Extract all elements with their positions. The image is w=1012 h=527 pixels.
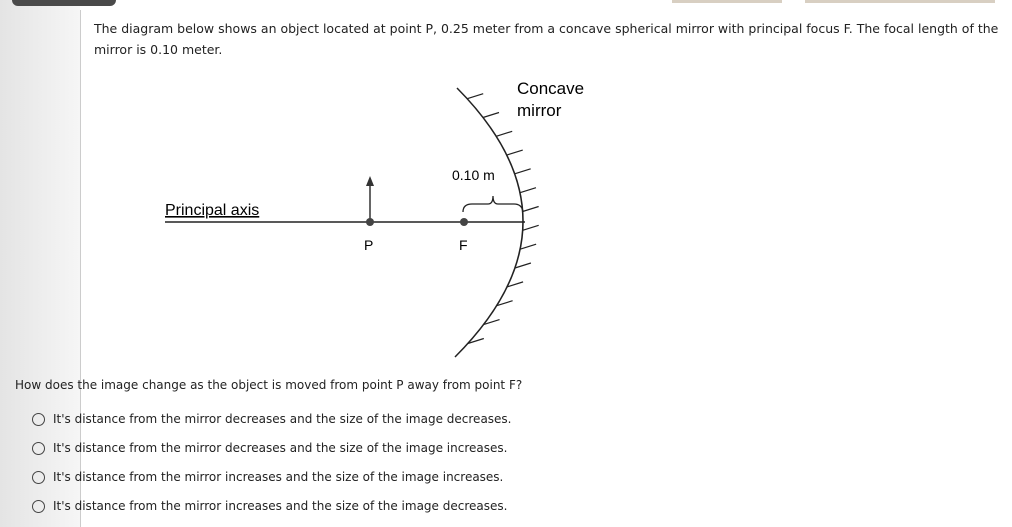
hatch-mark — [523, 225, 539, 230]
hatch-mark — [483, 112, 499, 117]
hatch-mark — [523, 206, 539, 211]
hatch-mark — [507, 150, 523, 155]
hatch-mark — [520, 244, 536, 249]
mirror-hatching — [467, 94, 538, 344]
mirror-label: mirror — [517, 101, 562, 120]
axis-label: Principal axis — [165, 202, 260, 219]
point-p-dot — [366, 218, 374, 226]
object-arrowhead — [366, 176, 374, 186]
point-p-label: P — [364, 237, 374, 253]
point-f-label: F — [459, 237, 468, 253]
radio-button[interactable] — [32, 500, 45, 513]
answer-option[interactable]: It's distance from the mirror decreases and the size of the image increases. — [32, 441, 507, 455]
intro-text: The diagram below shows an object located at point P, 0.25 meter from a concave spherical mirror with principal focus F. The focal length of the mirror is 0.10 meter. — [94, 21, 999, 57]
distance-label: 0.10 m — [452, 167, 495, 183]
answer-option[interactable]: It's distance from the mirror increases and the size of the image decreases. — [32, 499, 507, 513]
answer-option[interactable]: It's distance from the mirror increases and the size of the image increases. — [32, 470, 503, 484]
radio-button[interactable] — [32, 442, 45, 455]
distance-brace — [463, 196, 523, 212]
hatch-mark — [496, 131, 512, 136]
hatch-mark — [515, 263, 531, 268]
question-text: How does the image change as the object is moved from point P away from point F? — [15, 378, 523, 392]
point-f-dot — [460, 218, 468, 226]
radio-button[interactable] — [32, 471, 45, 484]
radio-button[interactable] — [32, 413, 45, 426]
hatch-mark — [467, 94, 483, 99]
hatch-mark — [515, 169, 531, 174]
answer-option[interactable]: It's distance from the mirror decreases and the size of the image decreases. — [32, 412, 512, 426]
mirror-label: Concave — [517, 79, 585, 98]
hatch-mark — [520, 188, 536, 193]
